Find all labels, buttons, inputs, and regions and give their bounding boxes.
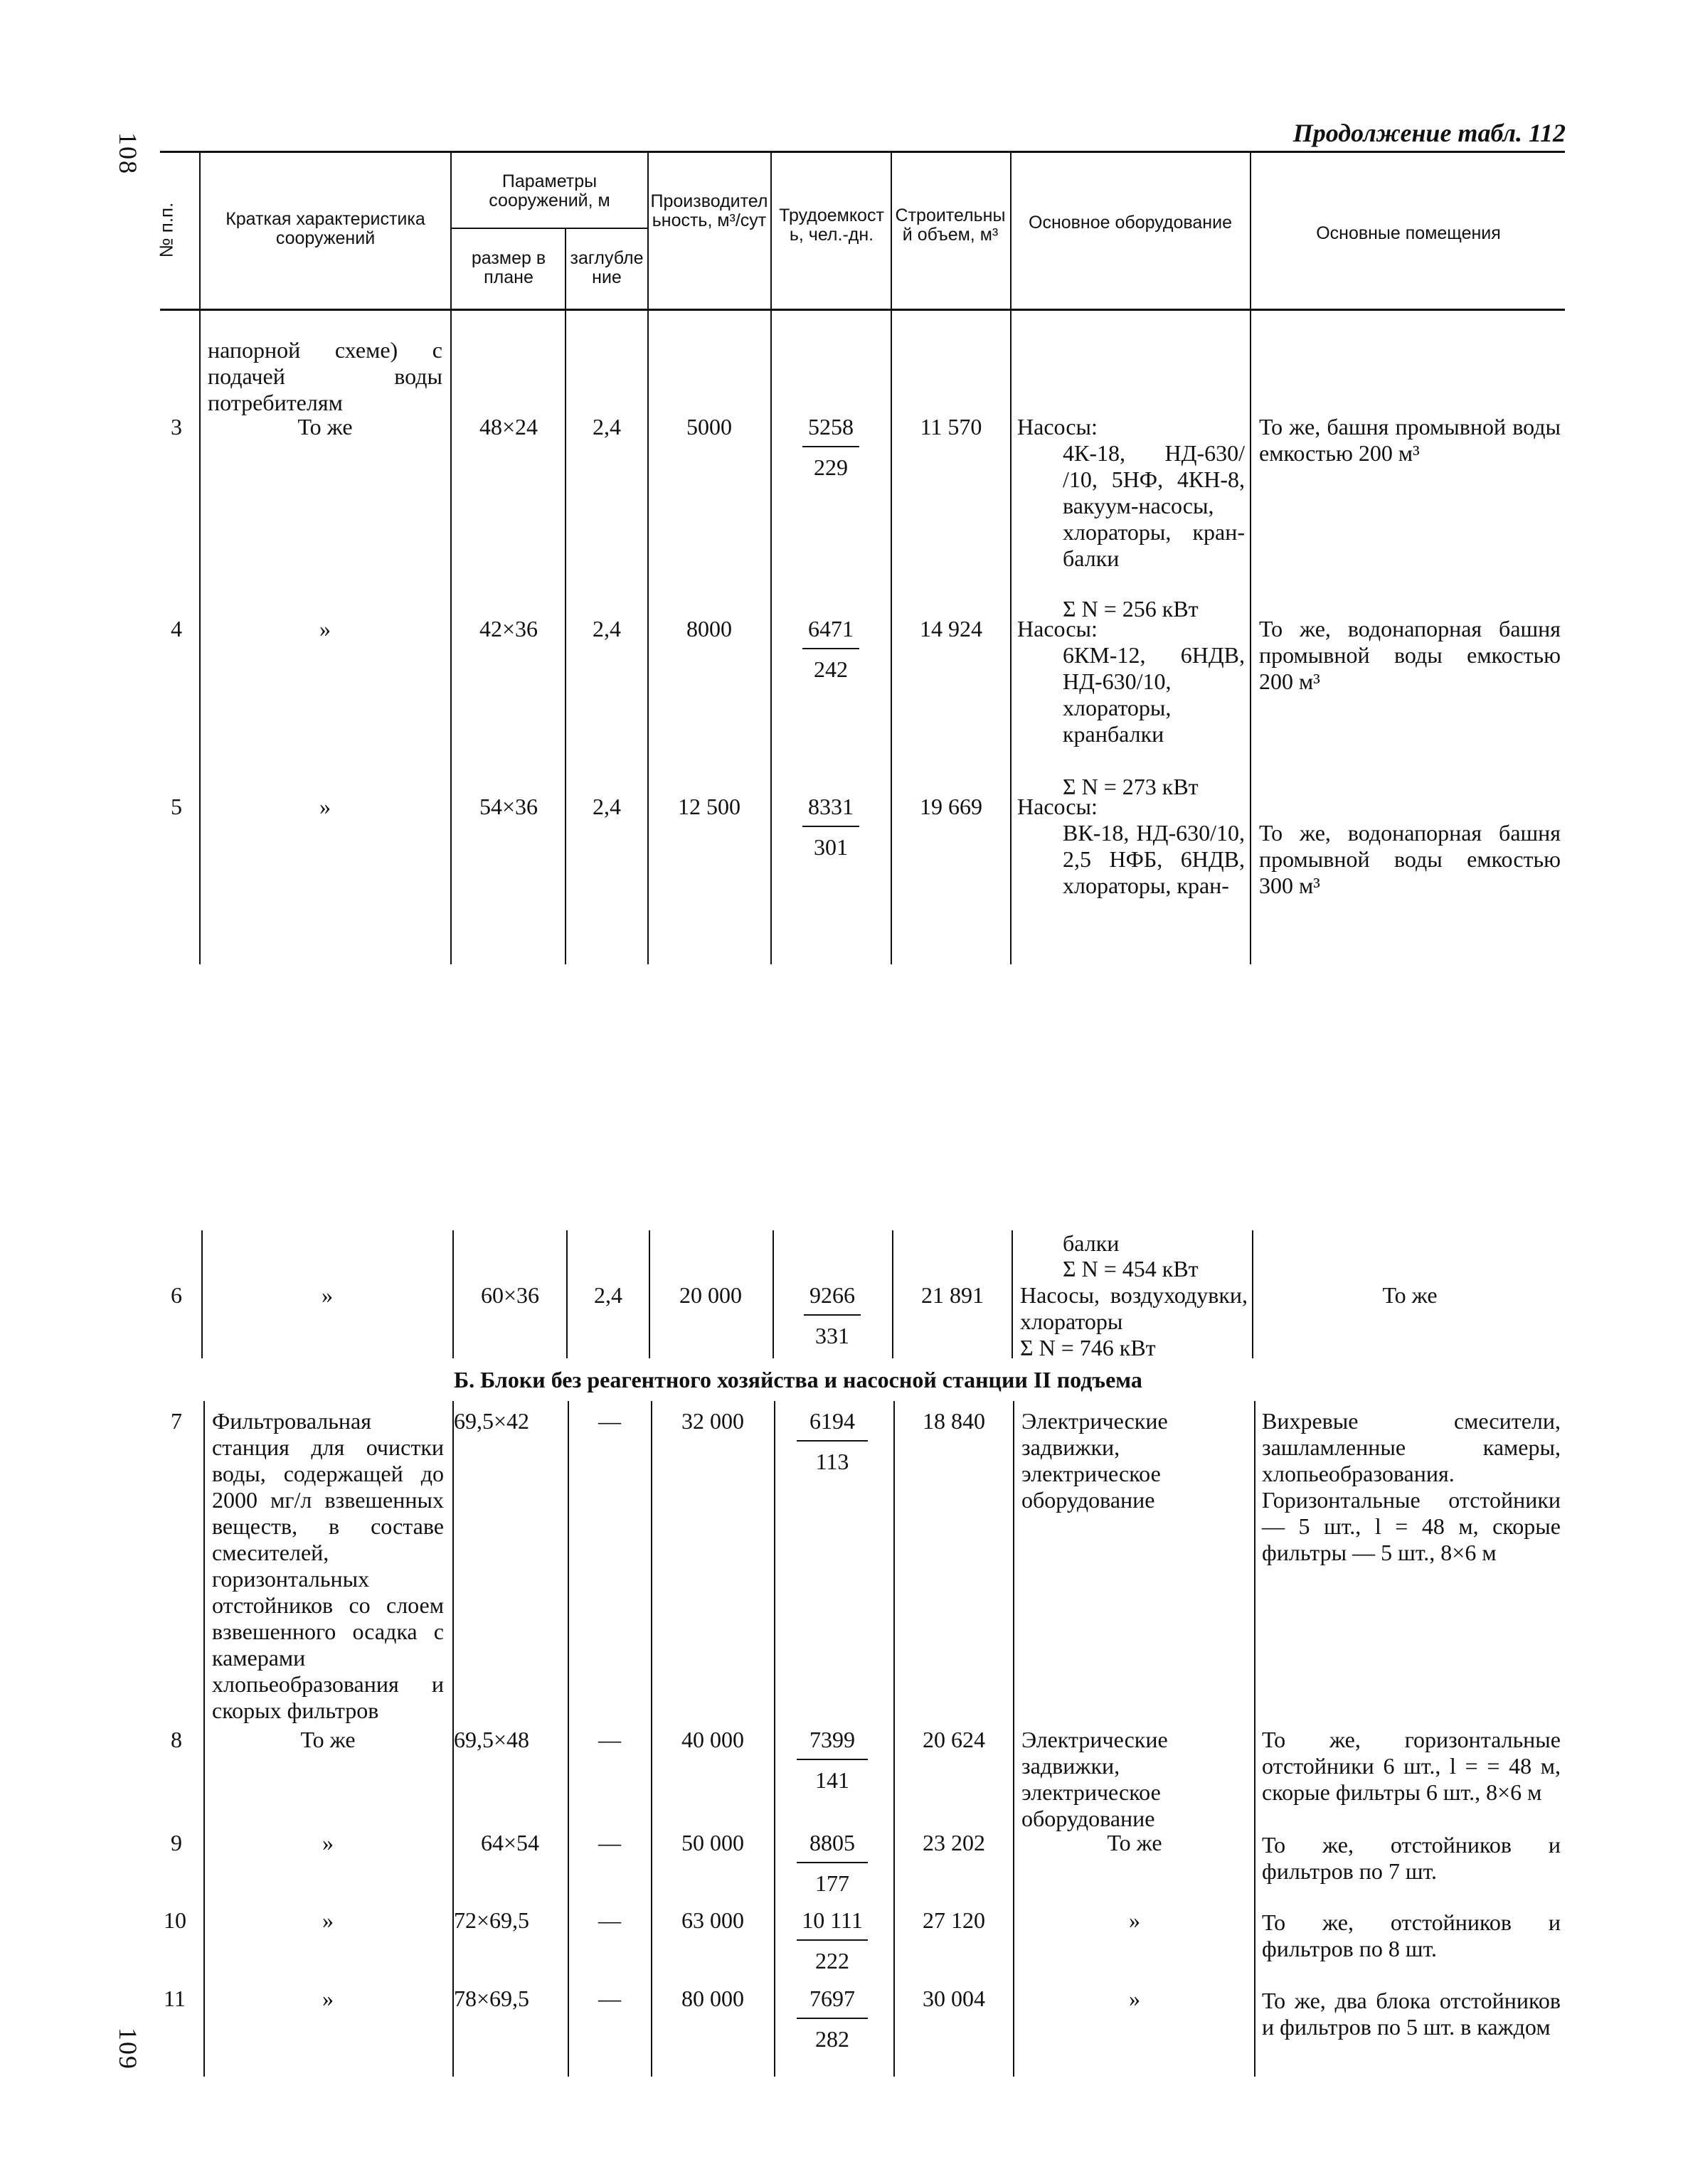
row-11-labor-top: 7697 — [797, 1986, 868, 2019]
row-11-rooms: То же, два блока отстойников и фильтров по 5 шт. в каждом — [1262, 1988, 1561, 2040]
row-10-capacity: 63 000 — [681, 1907, 744, 1933]
row-11-labor — [797, 1986, 868, 2052]
row-5-labor-bottom: 301 — [814, 834, 848, 860]
row-11-desc: » — [322, 1986, 334, 2011]
row-4-desc: » — [319, 616, 331, 641]
col-divider — [647, 152, 649, 964]
table-continuation-caption: Продолжение табл. 112 — [1292, 119, 1566, 147]
row-8-labor-top: 7399 — [797, 1727, 868, 1760]
row-8-equipment: Электрические задвижки, электрическое оборудование — [1021, 1727, 1168, 1831]
header-capacity: Производительность, м³/сут — [650, 191, 768, 230]
row-3-equipment: 4К-18, НД-630/ /10, 5НФ, 4КН-8, вакуум-насосы, хлораторы, кран-балки — [1063, 440, 1245, 571]
header-labor: Трудоемкость, чел.-дн. — [779, 206, 884, 245]
col-divider — [1252, 1230, 1253, 1358]
row-6-desc: » — [322, 1282, 333, 1308]
row-8-volume: 20 624 — [923, 1727, 985, 1752]
row-9-labor — [797, 1830, 868, 1897]
row-8-capacity: 40 000 — [681, 1727, 744, 1752]
row-7-desc: Фильтровальная станция для очистки воды, содержащей до 2000 мг/л взвешенных веществ, в составе смесителей, горизонтальных отстойников со слоем взвешенного осадка с камерами хлопьеобразования и скорых фильтров — [212, 1408, 444, 1723]
col-divider — [1254, 1401, 1255, 2077]
col-divider — [201, 1230, 203, 1358]
row-7-labor — [797, 1408, 868, 1475]
row-7-labor-top: 6194 — [797, 1408, 868, 1442]
row-9-depth: — — [598, 1830, 621, 1855]
row-11-volume: 30 004 — [923, 1986, 985, 2011]
row-4-num: 4 — [171, 616, 182, 641]
row-6-volume: 21 891 — [921, 1282, 984, 1308]
header-description: Краткая характеристика сооружений — [225, 209, 425, 248]
row-8-labor — [797, 1727, 868, 1794]
row-10-labor-bottom: 222 — [815, 1948, 849, 1973]
row-3-num: 3 — [171, 414, 182, 440]
row-5-labor-top: 8331 — [802, 794, 859, 827]
row-5-volume: 19 669 — [920, 794, 982, 819]
row-7-equipment: Электрические задвижки, электрическое оборудование — [1021, 1408, 1168, 1513]
row-7-capacity: 32 000 — [681, 1408, 744, 1434]
row-4-size: 42×36 — [479, 616, 538, 641]
row-3-labor-bottom: 229 — [814, 454, 848, 480]
row-7-rooms: Вихревые смесители, зашламленные камеры, хлопьеобразования. Горизонтальные отстойники — 5 шт., l = 48 м, скорые фильтры — 5 шт., 8×6 м — [1262, 1408, 1561, 1565]
row-6-rooms: То же — [1382, 1282, 1438, 1308]
header-rooms: Основные помещения — [1316, 223, 1501, 243]
row-5-labor — [802, 794, 859, 861]
row-6-size: 60×36 — [480, 1282, 540, 1308]
row-3-depth: 2,4 — [593, 414, 621, 440]
row-4-volume: 14 924 — [920, 616, 982, 641]
row-10-depth: — — [598, 1907, 621, 1933]
row-5-rooms: То же, водонапорная башня промывной воды емкостью 300 м³ — [1259, 820, 1561, 898]
header-num: № п.п. — [155, 202, 177, 258]
col-divider — [1013, 1401, 1014, 2077]
row-7-num: 7 — [171, 1408, 182, 1434]
col-divider — [203, 1401, 205, 2077]
row-6-equipment-sum: Σ N = 746 кВт — [1020, 1335, 1156, 1360]
row-10-size: 72×69,5 — [454, 1907, 530, 1933]
col-divider — [773, 1230, 774, 1358]
header-equipment: Основное оборудование — [1029, 213, 1232, 233]
row-9-num: 9 — [171, 1830, 182, 1855]
col-divider — [1012, 1230, 1013, 1358]
row-8-labor-bottom: 141 — [815, 1767, 849, 1793]
row-10-rooms: То же, отстойников и фильтров по 8 шт. — [1262, 1909, 1561, 1961]
row-5-depth: 2,4 — [593, 794, 621, 819]
row-9-volume: 23 202 — [923, 1830, 985, 1855]
page-number-bottom: 109 — [114, 2028, 142, 2070]
header-bottom-rule — [160, 309, 1565, 311]
col-divider — [450, 152, 452, 964]
row-3-equipment-head: Насосы: — [1017, 414, 1098, 440]
row-4-rooms: То же, водонапорная башня промывной воды емкостью 200 м³ — [1259, 616, 1561, 694]
row-8-num: 8 — [171, 1727, 182, 1752]
row-5-num: 5 — [171, 794, 182, 819]
header-plan-size: размер в плане — [471, 248, 546, 287]
row-4-equipment-head: Насосы: — [1017, 616, 1098, 641]
col-divider — [770, 152, 772, 964]
row-8-size: 69,5×48 — [454, 1727, 530, 1752]
row-9-rooms: То же, отстойников и фильтров по 7 шт. — [1262, 1832, 1561, 1884]
row-7-labor-bottom: 113 — [815, 1449, 849, 1474]
row-10-equipment: » — [1129, 1907, 1140, 1933]
row-10-num: 10 — [164, 1907, 186, 1933]
row-11-num: 11 — [164, 1986, 186, 2011]
row-9-labor-bottom: 177 — [815, 1870, 849, 1896]
col-divider — [199, 152, 201, 964]
row-7-volume: 18 840 — [923, 1408, 985, 1434]
row-4-labor-top: 6471 — [802, 616, 859, 649]
row-3-equipment-sum: Σ N = 256 кВт — [1063, 596, 1199, 622]
row-4-labor-bottom: 242 — [814, 656, 848, 682]
row-3-rooms: То же, башня промывной воды емкостью 200 м³ — [1259, 414, 1561, 466]
row-5-size: 54×36 — [479, 794, 538, 819]
row-10-labor — [797, 1907, 868, 1974]
row-6-capacity: 20 000 — [679, 1282, 742, 1308]
row-9-equipment: То же — [1107, 1830, 1162, 1855]
row-7-depth: — — [598, 1408, 621, 1434]
header-volume: Строительный объем, м³ — [895, 206, 1006, 245]
params-subheader-rule — [452, 228, 647, 229]
header-params: Параметры сооружений, м — [489, 171, 610, 211]
row-3-desc: То же — [297, 414, 353, 440]
row-6-labor — [804, 1282, 861, 1349]
row-3-volume: 11 570 — [920, 414, 982, 440]
row-3-size: 48×24 — [479, 414, 538, 440]
row-3-labor-top: 5258 — [802, 414, 859, 447]
row-6-equipment-continued: балки — [1063, 1230, 1120, 1256]
row-8-depth: — — [598, 1727, 621, 1752]
row-5-equipment-head: Насосы: — [1017, 794, 1098, 819]
row-11-size: 78×69,5 — [454, 1986, 530, 2011]
row-11-labor-bottom: 282 — [815, 2026, 849, 2052]
row-6-depth: 2,4 — [594, 1282, 622, 1308]
row-3-labor — [802, 414, 859, 481]
col-divider — [565, 229, 566, 964]
row-6-equipment-continued-sum: Σ N = 454 кВт — [1063, 1256, 1199, 1282]
row-4-capacity: 8000 — [686, 616, 732, 641]
col-divider — [1250, 152, 1251, 964]
row-5-capacity: 12 500 — [678, 794, 740, 819]
row-9-size: 64×54 — [480, 1830, 540, 1855]
row-3-capacity: 5000 — [686, 414, 732, 440]
row-4-equipment: 6КМ-12, 6НДВ, НД-630/10, хлораторы, кранбалки — [1063, 642, 1245, 747]
col-divider — [774, 1401, 775, 2077]
row-6-labor-bottom: 331 — [815, 1323, 849, 1348]
section-b-heading: Б. Блоки без реагентного хозяйства и насосной станции II подъема — [454, 1367, 1142, 1392]
row-8-desc: То же — [300, 1727, 356, 1752]
header-depth: заглубление — [570, 248, 644, 287]
row-3-desc-continued: напорной схеме) с подачей воды потребителям — [208, 337, 442, 415]
page-number-top: 108 — [114, 132, 142, 175]
row-11-depth: — — [598, 1986, 621, 2011]
row-10-desc: » — [322, 1907, 334, 1933]
row-10-volume: 27 120 — [923, 1907, 985, 1933]
row-6-num: 6 — [171, 1282, 182, 1308]
row-6-labor-top: 9266 — [804, 1282, 861, 1316]
row-11-capacity: 80 000 — [681, 1986, 744, 2011]
row-11-equipment: » — [1129, 1986, 1140, 2011]
row-9-desc: » — [322, 1830, 334, 1855]
table-top-rule — [160, 151, 1565, 153]
row-4-labor — [802, 616, 859, 683]
row-5-desc: » — [319, 794, 331, 819]
row-10-labor-top: 10 111 — [797, 1907, 868, 1941]
row-4-equipment-sum: Σ N = 273 кВт — [1063, 774, 1199, 799]
col-divider — [891, 152, 892, 964]
row-8-rooms: То же, горизонтальные отстойники 6 шт., l = = 48 м, скорые фильтры 6 шт., 8×6 м — [1262, 1727, 1561, 1805]
row-9-capacity: 50 000 — [681, 1830, 744, 1855]
row-6-equipment: Насосы, воздуходувки, хлораторы — [1020, 1282, 1248, 1334]
row-9-labor-top: 8805 — [797, 1830, 868, 1863]
row-5-equipment: ВК-18, НД-630/10, 2,5 НФБ, 6НДВ, хлораторы, кран- — [1063, 820, 1245, 898]
row-7-size: 69,5×42 — [454, 1408, 530, 1434]
row-4-depth: 2,4 — [593, 616, 621, 641]
col-divider — [1010, 152, 1012, 964]
